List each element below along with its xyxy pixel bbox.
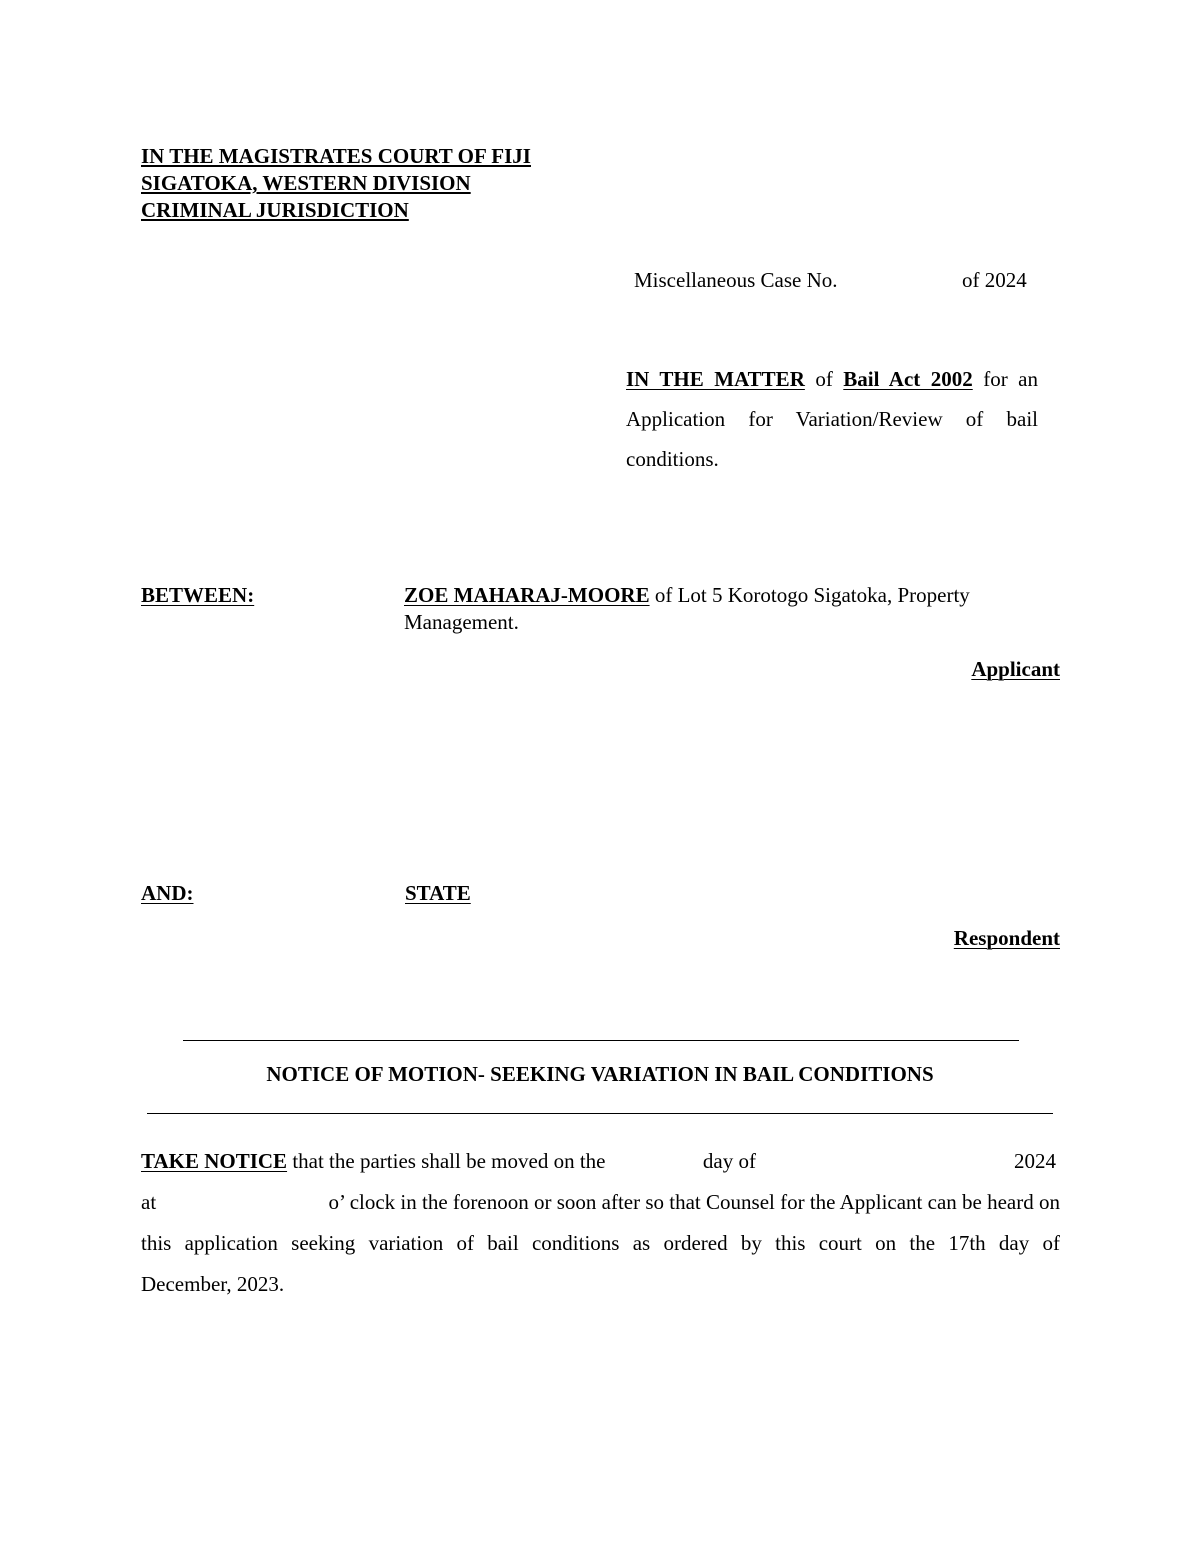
notice-line-3: [141, 1223, 1060, 1264]
notice-year: 2024: [1014, 1149, 1056, 1173]
and-label: AND:: [141, 881, 194, 905]
applicant-party: [404, 582, 1044, 636]
matter-act: Bail Act 2002: [843, 367, 973, 391]
notice-title: NOTICE OF MOTION- SEEKING VARIATION IN BAIL CONDITIONS: [266, 1062, 934, 1086]
respondent-role: Respondent: [953, 926, 1060, 950]
applicant-details: of Lot 5 Korotogo Sigatoka, Property Management.: [404, 583, 970, 634]
matter-of: of: [815, 367, 833, 391]
applicant-role: Applicant: [971, 657, 1060, 681]
court-jurisdiction: CRIMINAL JURISDICTION: [141, 198, 409, 222]
court-location: SIGATOKA, WESTERN DIVISION: [141, 171, 471, 195]
notice-line3-text: this application seeking variation of bail conditions as ordered by this court on the 17th day of: [141, 1231, 1060, 1255]
matter-description: an Application for Variation/Review of bail conditions.: [626, 367, 1038, 471]
notice-line4-text: December, 2023.: [141, 1272, 285, 1296]
notice-line-4: [141, 1264, 1060, 1305]
notice-line2-text: o’ clock in the forenoon or soon after so that Counsel for the Applicant can be heard on: [328, 1190, 1060, 1214]
notice-body: [141, 1141, 1060, 1305]
notice-line1-text: that the parties shall be moved on the: [292, 1149, 606, 1173]
case-number-label: Miscellaneous Case No.: [634, 268, 838, 292]
matter-lead: IN THE MATTER: [626, 367, 805, 391]
applicant-name: ZOE MAHARAJ-MOORE: [404, 583, 650, 607]
notice-line-1: [141, 1141, 1060, 1182]
respondent-name: STATE: [405, 881, 471, 905]
notice-day-of: day of: [702, 1149, 756, 1173]
notice-line-2: [141, 1182, 1060, 1223]
notice-at: at: [141, 1190, 157, 1214]
bottom-divider: [147, 1113, 1053, 1114]
matter-block: [626, 359, 1038, 479]
matter-for: for: [983, 367, 1008, 391]
between-label: BETWEEN:: [141, 583, 255, 607]
court-name: IN THE MAGISTRATES COURT OF FIJI: [141, 144, 531, 168]
top-divider: [183, 1040, 1019, 1041]
case-year: of 2024: [962, 268, 1027, 292]
take-notice-lead: TAKE NOTICE: [141, 1149, 288, 1173]
